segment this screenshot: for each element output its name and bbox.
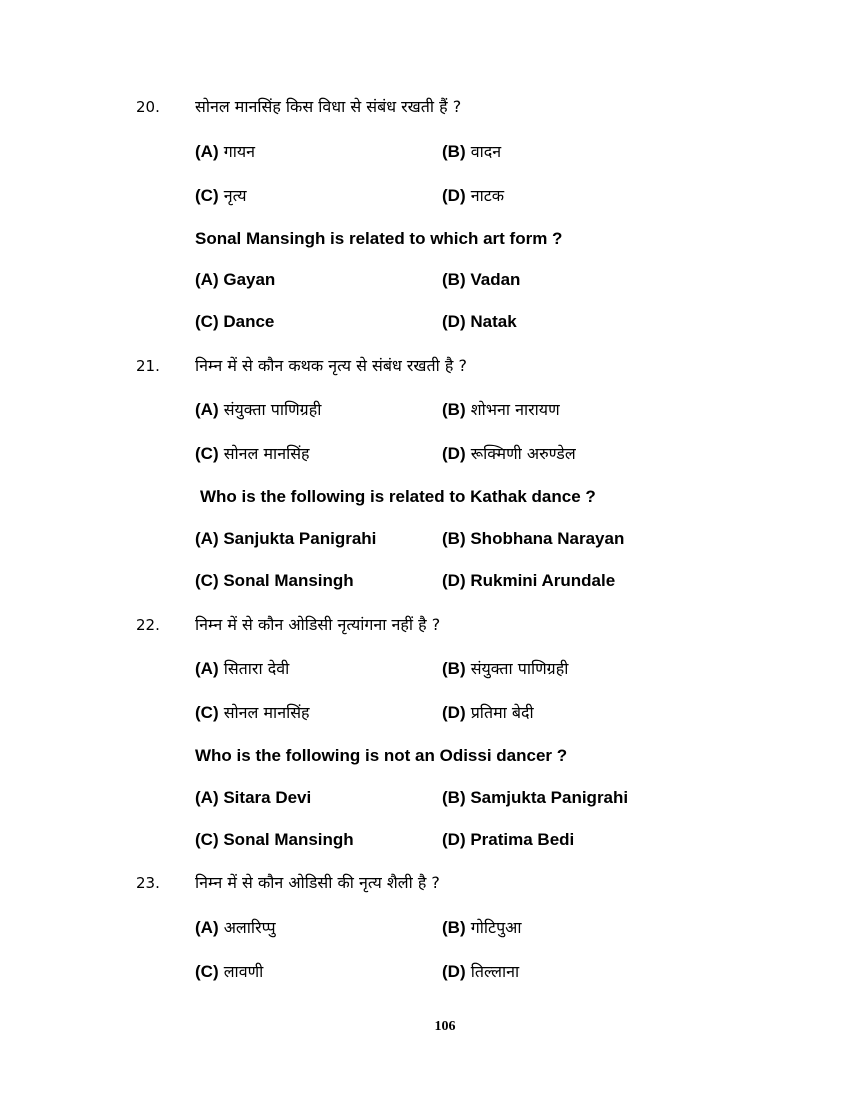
option-label: (C) bbox=[195, 962, 219, 981]
option-label: (B) bbox=[442, 400, 466, 419]
option-text: वादन bbox=[470, 142, 502, 161]
option-label: (D) bbox=[442, 444, 466, 463]
question-text-hindi: निम्न में से कौन ओडिसी की नृत्य शैली है ? bbox=[195, 873, 440, 892]
option-c-english bbox=[195, 312, 274, 332]
option-text: Dance bbox=[223, 312, 275, 331]
option-text: रूक्मिणी अरुण्डेल bbox=[470, 444, 576, 463]
option-text: गायन bbox=[223, 142, 256, 161]
option-label: (A) bbox=[195, 142, 219, 161]
option-label: (C) bbox=[195, 444, 219, 463]
option-label: (D) bbox=[442, 186, 466, 205]
question-text-hindi: निम्न में से कौन कथक नृत्य से संबंध रखती है ? bbox=[195, 356, 467, 375]
option-text: Pratima Bedi bbox=[470, 830, 575, 849]
option-a-hindi bbox=[195, 140, 255, 162]
option-b-hindi bbox=[442, 916, 522, 938]
option-text: लावणी bbox=[223, 962, 264, 981]
question-text-english: Who is the following is related to Kathak dance ? bbox=[200, 487, 596, 506]
option-text: प्रतिमा बेदी bbox=[470, 703, 534, 722]
option-c-english bbox=[195, 571, 354, 591]
option-text: सोनल मानसिंह bbox=[223, 444, 310, 463]
option-d-hindi bbox=[442, 960, 519, 982]
question-number: 23. bbox=[136, 874, 160, 892]
option-text: Sitara Devi bbox=[223, 788, 312, 807]
option-label: (D) bbox=[442, 962, 466, 981]
question-number: 21. bbox=[136, 357, 160, 375]
option-text: Gayan bbox=[223, 270, 276, 289]
option-a-english bbox=[195, 529, 376, 549]
option-text: Sonal Mansingh bbox=[223, 571, 354, 590]
option-a-hindi bbox=[195, 398, 321, 420]
option-label: (B) bbox=[442, 142, 466, 161]
option-d-hindi bbox=[442, 701, 534, 723]
option-label: (D) bbox=[442, 830, 466, 849]
option-text: Natak bbox=[470, 312, 517, 331]
option-text: सोनल मानसिंह bbox=[223, 703, 310, 722]
option-b-hindi bbox=[442, 657, 568, 679]
option-label: (D) bbox=[442, 703, 466, 722]
option-text: Samjukta Panigrahi bbox=[470, 788, 629, 807]
option-c-hindi bbox=[195, 184, 247, 206]
option-label: (B) bbox=[442, 788, 466, 807]
question-text-hindi: सोनल मानसिंह किस विधा से संबंध रखती हैं ? bbox=[195, 97, 462, 116]
option-label: (A) bbox=[195, 788, 219, 807]
option-text: Sonal Mansingh bbox=[223, 830, 354, 849]
option-text: गोटिपुआ bbox=[470, 918, 522, 937]
option-d-hindi bbox=[442, 442, 576, 464]
question-text-hindi: निम्न में से कौन ओडिसी नृत्यांगना नहीं है ? bbox=[195, 615, 441, 634]
option-d-english bbox=[442, 312, 517, 332]
question-number: 22. bbox=[136, 616, 160, 634]
option-b-hindi bbox=[442, 398, 560, 420]
option-text: Vadan bbox=[470, 270, 521, 289]
option-d-hindi bbox=[442, 184, 504, 206]
option-text: नृत्य bbox=[223, 186, 247, 205]
option-c-hindi bbox=[195, 442, 310, 464]
option-text: संयुक्ता पाणिग्रही bbox=[470, 659, 569, 678]
option-text: अलारिप्पु bbox=[223, 918, 276, 937]
question-text-english: Sonal Mansingh is related to which art form ? bbox=[195, 229, 563, 248]
option-label: (A) bbox=[195, 270, 219, 289]
option-c-hindi bbox=[195, 701, 310, 723]
option-d-english bbox=[442, 830, 574, 850]
option-text: Rukmini Arundale bbox=[470, 571, 616, 590]
option-label: (A) bbox=[195, 918, 219, 937]
option-label: (A) bbox=[195, 529, 219, 548]
question-text-english: Who is the following is not an Odissi dancer ? bbox=[195, 746, 568, 765]
option-label: (B) bbox=[442, 918, 466, 937]
option-text: शोभना नारायण bbox=[470, 400, 560, 419]
option-text: Shobhana Narayan bbox=[470, 529, 625, 548]
option-label: (C) bbox=[195, 703, 219, 722]
option-b-english bbox=[442, 529, 624, 549]
option-b-hindi bbox=[442, 140, 501, 162]
option-text: Sanjukta Panigrahi bbox=[223, 529, 377, 548]
option-label: (A) bbox=[195, 659, 219, 678]
option-label: (B) bbox=[442, 529, 466, 548]
option-label: (C) bbox=[195, 571, 219, 590]
option-text: सितारा देवी bbox=[223, 659, 290, 678]
option-text: तिल्लाना bbox=[470, 962, 520, 981]
option-a-english bbox=[195, 788, 311, 808]
option-label: (C) bbox=[195, 830, 219, 849]
option-a-english bbox=[195, 270, 275, 290]
option-b-english bbox=[442, 270, 520, 290]
option-c-english bbox=[195, 830, 354, 850]
option-d-english bbox=[442, 571, 615, 591]
option-label: (B) bbox=[442, 659, 466, 678]
option-a-hindi bbox=[195, 657, 289, 679]
option-a-hindi bbox=[195, 916, 276, 938]
option-c-hindi bbox=[195, 960, 263, 982]
option-label: (C) bbox=[195, 312, 219, 331]
option-label: (A) bbox=[195, 400, 219, 419]
option-label: (D) bbox=[442, 312, 466, 331]
option-label: (D) bbox=[442, 571, 466, 590]
question-number: 20. bbox=[136, 98, 160, 116]
option-label: (C) bbox=[195, 186, 219, 205]
option-b-english bbox=[442, 788, 628, 808]
option-label: (B) bbox=[442, 270, 466, 289]
option-text: संयुक्ता पाणिग्रही bbox=[223, 400, 322, 419]
option-text: नाटक bbox=[470, 186, 505, 205]
page-number: 106 bbox=[434, 1019, 456, 1034]
